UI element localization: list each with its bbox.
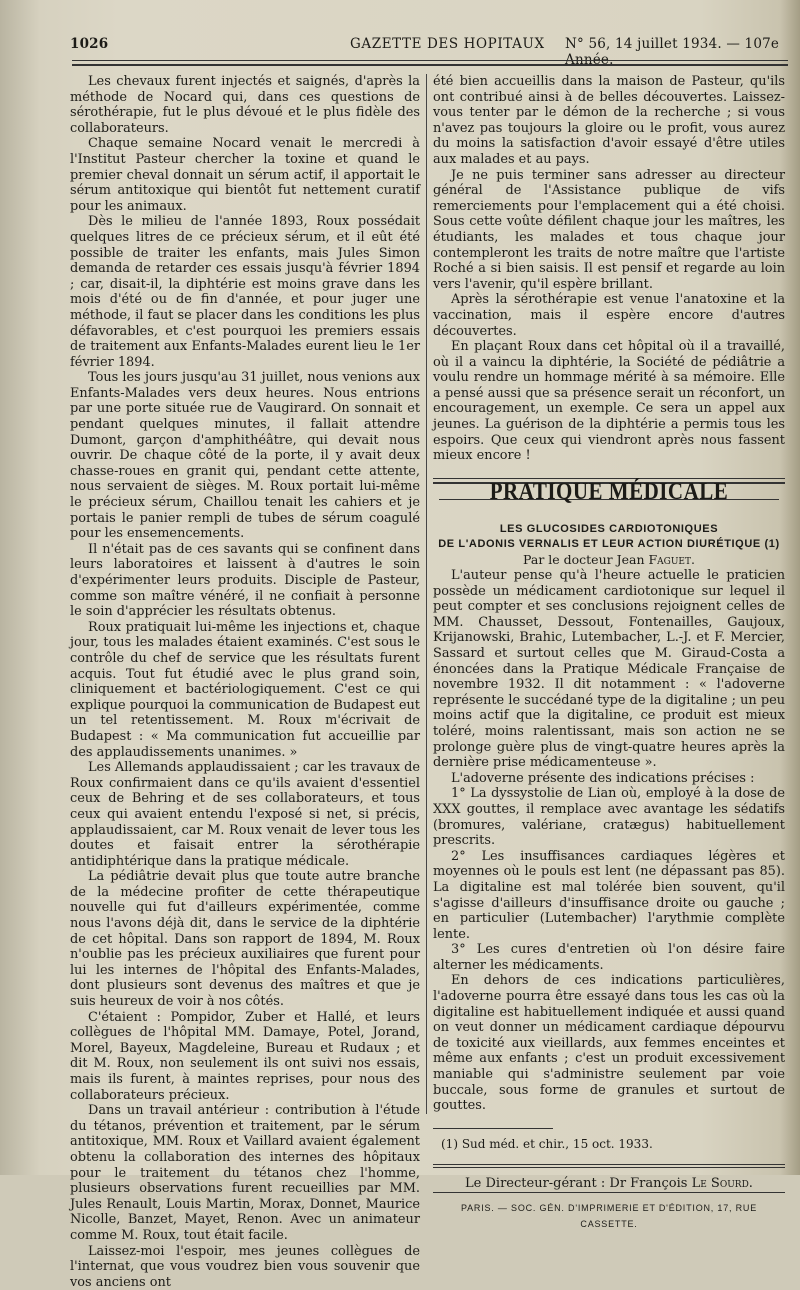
signature-rule [433, 1164, 785, 1168]
paragraph: 1° La dyssystolie de Lian où, employé à la dose de XXX gouttes, il remplace avec avantage les sédatifs (bromures, valériane, cratægus) habituellement prescrits. [433, 786, 785, 849]
author-name: Faguet. [648, 552, 695, 568]
paragraph: Je ne puis terminer sans adresser au directeur général de l'Assistance publique de vifs remerciements pour l'emplacement qui a été choisi. Sous cette voûte défilent chaque jour les maîtres, les étudiants, les malades et tous chaque jour contempleront les traits de notre maître que l'artiste Roché a si bien saisis. Il est pensif et regarde au loin vers l'avenir, qu'il espère brillant. [433, 167, 785, 292]
printer-imprint: PARIS. — SOC. GÉN. D'IMPRIMERIE ET D'ÉDITION, 17, RUE CASSETTE. [460, 1203, 758, 1229]
journal-title: GAZETTE DES HOPITAUX [350, 36, 545, 52]
footnote-rule [433, 1128, 553, 1129]
left-column [70, 74, 420, 1290]
publisher-signature [433, 1176, 785, 1192]
paragraph: Il n'était pas de ces savants qui se confinent dans leurs laboratoires et laissent à d'autres le soin d'expérimenter leurs produits. Disciple de Pasteur, comme son maître vénéré, il ne confiait à personne le soin d'apprécier les résultats obtenus. [70, 541, 420, 620]
header-rule [72, 60, 788, 61]
paragraph: L'auteur pense qu'à l'heure actuelle le praticien possède un médicament cardiotonique sur lequel il peut compter et ses conclusions rejoignent celles de MM. Chausset, Dessout, Fontenailles, Gaujoux, Krijanowski, Brahic, Lutembacher, L.-J. et F. Mercier, Sassard et surtout celles que M. Giraud-Costa a énoncées dans la Pratique Médicale Française de novembre 1932. Il dit notamment : « l'adoverne représente le succédané type de la digitaline ; un peu moins actif que la digitaline, ce produit est mieux toléré, moins ralentissant, mais son action ne se prolonge guère plus de vingt-quatre heures après la dernière prise médicamenteuse ». [433, 568, 785, 771]
page-number: 1026 [70, 36, 109, 52]
page-header [70, 36, 788, 68]
column-divider [426, 74, 427, 1114]
issue-info: N° 56, 14 juillet 1934. — 107e Année. [565, 36, 780, 68]
signature-prefix: Le Directeur-gérant : Dr François [465, 1176, 692, 1192]
paragraph: C'étaient : Pompidor, Zuber et Hallé, et leurs collègues de l'hôpital MM. Damaye, Potel, Jorand, Morel, Bayeux, Magdeleine, Bureau et Rudaux ; et dit M. Roux, non seulement ils ont suivi nos essais, mais ils furent, à maintes reprises, pour nous des collaborateurs précieux. [70, 1009, 420, 1103]
paragraph: Roux pratiquait lui-même les injections et, chaque jour, tous les malades étaient examinés. C'est sous le contrôle du chef de service que les résultats furent acquis. Tout fut étudié avec le plus grand soin, cliniquement et bactériologiquement. C'est ce qui explique pourquoi la communication de Budapest eut un tel retentissement. M. Roux m'écrivait de Budapest : « Ma communication fut accueillie par des applaudissements unanimes. » [70, 619, 420, 760]
signature-name: Le Sourd. [691, 1176, 753, 1192]
paragraph: Après la sérothérapie est venue l'anatoxine et la vaccination, mais il espère encore d'autres découvertes. [433, 292, 785, 339]
paragraph: Tous les jours jusqu'au 31 juillet, nous venions aux Enfants-Malades vers deux heures. Nous entrions par une porte située rue de Vaugirard. On sonnait et pendant quelques minutes, il fallait attendre Dumont, garçon d'amphithéâtre, qui devait nous ouvrir. De chaque côté de la porte, il y avait deux chasse-roues en granit qui, pendant cette attente, nous servaient de sièges. M. Roux portait lui-même le précieux sérum, Chaillou tenait les cahiers et je portais le panier rempli de tubes de sérum coagulé pour les ensemencements. [70, 370, 420, 542]
article-title-line-2: DE L'ADONIS VERNALIS ET LEUR ACTION DIURÉTIQUE (1) [438, 538, 780, 551]
paragraph: En dehors de ces indications particulières, l'adoverne pourra être essayé dans tous les cas où la digitaline est habituellement indiquée et aussi quand on veut donner un médicament cardiaque dépourvu de toxicité aux vieillards, aux femmes enceintes et même aux enfants ; c'est un produit excessivement maniable qui s'administre seulement par voie buccale, sous forme de granules et surtout de gouttes. [433, 973, 785, 1114]
article-author [433, 552, 785, 568]
paragraph: Laissez-moi l'espoir, mes jeunes collègues de l'internat, que vous voudrez bien vous souvenir que vos anciens ont [70, 1243, 420, 1290]
paragraph: 2° Les insuffisances cardiaques légères et moyennes où le pouls est lent (ne dépassant pas 85). La digitaline est mal tolérée bien souvent, qu'il s'agisse d'ailleurs d'insuffisance droite ou gauche ; en particulier (Lutembacher) l'arythmie complète lente. [433, 848, 785, 942]
paragraph: Les Allemands applaudissaient ; car les travaux de Roux confirmaient dans ce qu'ils avaient d'essentiel ceux de Behring et de ses collaborateurs, et tous ceux qui avaient entendu l'exposé si net, si précis, applaudissaient, car M. Roux venait de lever tous les doutes et faisait entrer la sérothérapie antidiphtérique dans la pratique médicale. [70, 760, 420, 869]
article-title-line-1: LES GLUCOSIDES CARDIOTONIQUES [499, 523, 719, 536]
footnote: (1) Sud méd. et chir., 15 oct. 1933. [441, 1136, 653, 1151]
paragraph: Les chevaux furent injectés et saignés, d'après la méthode de Nocard qui, dans ces questions de sérothérapie, fut le plus dévoué et le plus fidèle des collaborateurs. [70, 74, 420, 136]
printer-rule [433, 1192, 785, 1193]
section-title: PRATIQUE MÉDICALE [489, 476, 729, 505]
header-rule-thick [72, 64, 788, 66]
paragraph: Dans un travail antérieur : contribution à l'étude du tétanos, prévention et traitement, par le sérum antitoxique, MM. Roux et Vaillard avaient également obtenu la collaboration des internes des hôpitaux pour le traitement du tétanos chez l'homme, plusieurs observations furent recueillies par MM. Jules Renault, Louis Martin, Morax, Donnet, Maurice Nicolle, Banzet, Mayet, Renon. Avec un animateur comme M. Roux, tout était facile. [70, 1103, 420, 1243]
paragraph: L'adoverne présente des indications précises : [451, 770, 755, 786]
paragraph: La pédiâtrie devait plus que toute autre branche de la médecine profiter de cette thérapeutique nouvelle qui fut d'ailleurs expérimentée, comme nous l'avons déjà dit, dans le service de la diphtérie de cet hôpital. Dans son rapport de 1894, M. Roux n'oublie pas les précieux auxiliaires que furent pour lui les internes de l'hôpital des Enfants-Malades, dont plusieurs sont devenus des maîtres et que je suis heureux de voir à nos côtés. [70, 869, 420, 1010]
paragraph: Dès le milieu de l'année 1893, Roux possédait quelques litres de ce précieux sérum, et il eût été possible de traiter les enfants, mais Jules Simon demanda de retarder ces essais jusqu'à février 1894 ; car, disait-il, la diphtérie est moins grave dans les mois d'été ou de fin d'année, et pour juger une méthode, il faut se placer dans les conditions les plus défavorables, et c'est pourquoi les premiers essais de traitement aux Enfants-Malades eurent lieu le 1er février 1894. [70, 214, 420, 370]
right-column [433, 74, 785, 1232]
paragraph: 3° Les cures d'entretien où l'on désire faire alterner les médicaments. [433, 942, 785, 973]
author-prefix: Par le docteur Jean [523, 552, 649, 568]
paragraph: En plaçant Roux dans cet hôpital où il a travaillé, où il a vaincu la diphtérie, la Société de pédiâtrie a voulu rendre un hommage mérité à sa mémoire. Elle a pensé aussi que sa présence serait un réconfort, un encouragement, un exemple. Ce sera un appel aux jeunes. La guérison de la diphtérie a permis tous les espoirs. Que ceux qui viendront après nous fassent mieux encore ! [433, 339, 785, 464]
paragraph: été bien accueillis dans la maison de Pasteur, qu'ils ont contribué ainsi à de belles découvertes. Laissez-vous tenter par le démon de la recherche ; si vous n'avez pas toujours la gloire ou le profit, vous aurez du moins la satisfaction d'avoir essayé d'être utiles aux malades et au pays. [433, 74, 785, 167]
paragraph: Chaque semaine Nocard venait le mercredi à l'Institut Pasteur chercher la toxine et quand le premier cheval donnait un sérum actif, il apportait le sérum antitoxique qui bientôt fut nettement curatif pour les animaux. [70, 136, 420, 214]
